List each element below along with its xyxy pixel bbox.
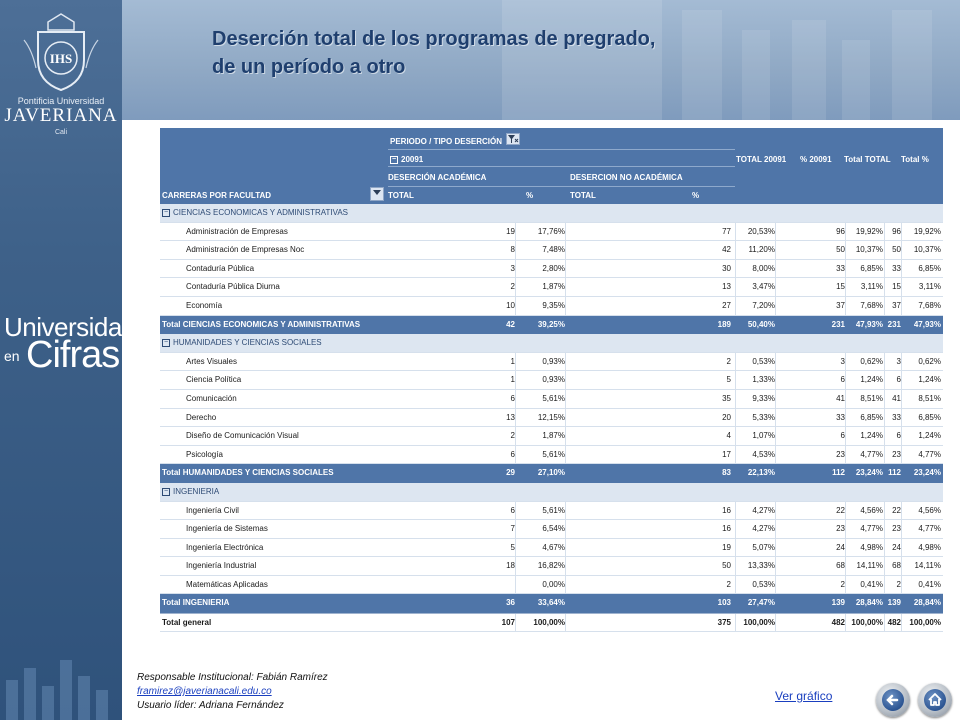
period-type-label: PERIODO / TIPO DESERCIÓN xyxy=(390,137,503,146)
page-title-line-2: de un período a otro xyxy=(212,56,406,78)
cell-value: 14,11% xyxy=(914,561,941,571)
cell-value: 375 xyxy=(717,618,731,628)
cell-value: 1,33% xyxy=(752,375,775,385)
cell-value: 47,93% xyxy=(855,319,883,329)
table-row xyxy=(160,297,943,316)
chevron-down-icon xyxy=(372,188,382,196)
cell-value: 23 xyxy=(892,524,901,534)
grand-total-row xyxy=(160,613,943,632)
cell-value: 17 xyxy=(722,449,731,459)
cell-value: 6 xyxy=(510,393,515,403)
view-chart-link[interactable]: Ver gráfico xyxy=(775,689,833,703)
cell-value: 10,37% xyxy=(855,245,883,255)
cell-value: 0,93% xyxy=(542,356,565,366)
cell-value: 9,33% xyxy=(752,393,775,403)
cell-value: 112 xyxy=(888,468,901,478)
cell-value: 50 xyxy=(892,245,901,255)
cell-value: 3,11% xyxy=(918,282,941,292)
subtotal-row xyxy=(160,316,943,335)
non-academic-dropout-label: DESERCION NO ACADÉMICA xyxy=(570,173,683,182)
row-label: Total general xyxy=(162,618,212,628)
cell-value: 41 xyxy=(836,393,845,403)
total-pct-header: Total % xyxy=(901,155,929,164)
cell-value: 23 xyxy=(836,524,845,534)
back-button[interactable] xyxy=(876,683,910,717)
table-header xyxy=(160,128,943,204)
group-header xyxy=(162,487,219,496)
cell-value: 7,68% xyxy=(860,300,883,310)
non-academic-total-header: TOTAL xyxy=(570,191,596,200)
cell-value: 23 xyxy=(836,449,845,459)
cell-value: 6 xyxy=(896,375,901,385)
cell-value: 5,33% xyxy=(752,412,775,422)
cell-value: 107 xyxy=(501,618,515,628)
collapse-icon[interactable]: − xyxy=(391,155,397,163)
cell-value: 8,00% xyxy=(752,263,775,273)
cell-value: 231 xyxy=(887,319,901,329)
university-top-label: Pontificia Universidad xyxy=(17,96,105,106)
cell-value: 2 xyxy=(726,579,731,589)
university-city: Cali xyxy=(54,129,68,136)
cell-value: 27 xyxy=(722,300,731,310)
cell-value: 16 xyxy=(722,524,731,534)
cell-value: 4,27% xyxy=(752,524,775,534)
row-label: Ingeniería Industrial xyxy=(186,561,257,571)
non-academic-pct-header: % xyxy=(692,191,700,200)
academic-dropout-label: DESERCIÓN ACADÉMICA xyxy=(388,173,487,182)
footer-credits xyxy=(137,671,328,713)
total-20091-header: TOTAL 20091 xyxy=(736,155,787,164)
university-crest-icon xyxy=(18,10,104,94)
cell-value: 5,07% xyxy=(752,542,775,552)
responsible-label: Responsable Institucional: Fabián Ramírez xyxy=(137,672,328,683)
group-label: INGENIERIA xyxy=(173,486,220,496)
group-label: HUMANIDADES Y CIENCIAS SOCIALES xyxy=(173,338,322,348)
group-row[interactable] xyxy=(160,334,943,353)
cell-value: 39,25% xyxy=(537,319,565,329)
cell-value: 0,00% xyxy=(542,579,565,589)
cell-value: 19 xyxy=(722,542,731,552)
academic-pct-header: % xyxy=(526,191,534,200)
group-header xyxy=(162,208,348,217)
subtotal-row xyxy=(160,594,943,613)
cell-value: 37 xyxy=(836,300,845,310)
cell-value: 50,40% xyxy=(747,319,775,329)
back-arrow-icon xyxy=(882,689,904,711)
cell-value: 482 xyxy=(831,618,845,628)
cell-value: 33 xyxy=(836,263,845,273)
academic-total-header: TOTAL xyxy=(388,191,414,200)
row-label: Ingeniería de Sistemas xyxy=(186,524,268,534)
cell-value: 24 xyxy=(836,542,845,552)
cell-value: 1,24% xyxy=(860,431,883,441)
cell-value: 3 xyxy=(840,356,845,366)
cell-value: 6,85% xyxy=(918,412,941,422)
cell-value: 24 xyxy=(892,542,901,552)
cell-value: 6,85% xyxy=(860,412,883,422)
cell-value: 5,61% xyxy=(542,505,565,515)
cell-value: 10 xyxy=(506,300,515,310)
cell-value: 41 xyxy=(892,393,901,403)
cell-value: 6,85% xyxy=(860,263,883,273)
cell-value: 77 xyxy=(722,226,731,236)
cell-value: 2 xyxy=(896,579,901,589)
cell-value: 4,56% xyxy=(860,505,883,515)
table-row xyxy=(160,520,943,539)
cell-value: 33 xyxy=(892,412,901,422)
table-row xyxy=(160,409,943,428)
cell-value: 20,53% xyxy=(747,226,775,236)
cell-value: 0,53% xyxy=(752,579,775,589)
cell-value: 13 xyxy=(506,412,515,422)
cell-value: 103 xyxy=(717,598,731,608)
cell-value: 12,15% xyxy=(537,412,565,422)
cell-value: 231 xyxy=(831,319,845,329)
cell-value: 3 xyxy=(896,356,901,366)
cell-value: 2 xyxy=(510,431,515,441)
cell-value: 0,41% xyxy=(918,579,941,589)
row-label: Psicología xyxy=(186,449,223,459)
cell-value: 18 xyxy=(506,561,515,571)
cell-value: 6 xyxy=(840,375,845,385)
section-title-en: en xyxy=(4,348,20,364)
period-value-label: − 20091 xyxy=(391,155,424,164)
table-row xyxy=(160,353,943,372)
row-label: Total CIENCIAS ECONOMICAS Y ADMINISTRATIVAS xyxy=(162,319,361,329)
cell-value: 7,48% xyxy=(542,245,565,255)
cell-value: 0,53% xyxy=(752,356,775,366)
table-row xyxy=(160,446,943,465)
group-label: CIENCIAS ECONOMICAS Y ADMINISTRATIVAS xyxy=(173,208,348,217)
cell-value: 15 xyxy=(892,282,901,292)
page-title-line-1: Deserción total de los programas de pregrado, xyxy=(212,28,656,50)
cell-value: 6,85% xyxy=(918,263,941,273)
cell-value: 1,87% xyxy=(542,431,565,441)
cell-value: 13,33% xyxy=(747,561,775,571)
cell-value: 30 xyxy=(722,263,731,273)
cell-value: 4,27% xyxy=(752,505,775,515)
cell-value: 42 xyxy=(722,245,731,255)
total-total-header: Total TOTAL xyxy=(844,155,891,164)
cell-value: 5,61% xyxy=(542,393,565,403)
table-row xyxy=(160,223,943,242)
cell-value: 4,67% xyxy=(542,542,565,552)
cell-value: 37 xyxy=(892,300,901,310)
cell-value: 96 xyxy=(836,226,845,236)
cell-value: 17,76% xyxy=(537,226,565,236)
cell-value: 13 xyxy=(722,282,731,292)
email-link[interactable]: framirez@javerianacali.edu.co xyxy=(137,686,272,697)
pivot-table xyxy=(160,128,943,634)
row-label: Total INGENIERIA xyxy=(162,598,230,608)
cell-value: 6,54% xyxy=(542,524,565,534)
row-label: Economía xyxy=(186,300,223,310)
svg-text:IHS: IHS xyxy=(49,51,73,66)
cell-value: 22 xyxy=(892,505,901,515)
cell-value: 4,56% xyxy=(918,505,941,515)
cell-value: 189 xyxy=(717,319,731,329)
home-icon xyxy=(924,689,946,711)
row-label: Administración de Empresas xyxy=(186,226,288,236)
cell-value: 8,51% xyxy=(860,393,883,403)
cell-value: 50 xyxy=(836,245,845,255)
cell-value: 0,41% xyxy=(860,579,883,589)
faculty-column-header: CARRERAS POR FACULTAD xyxy=(162,191,272,200)
cell-value: 27,47% xyxy=(747,598,775,608)
cell-value: 1,07% xyxy=(752,431,775,441)
cell-value: 33,64% xyxy=(537,598,565,608)
row-label: Artes Visuales xyxy=(186,356,237,366)
cell-value: 139 xyxy=(831,598,845,608)
cell-value: 4,77% xyxy=(918,449,941,459)
row-label: Derecho xyxy=(186,412,217,422)
cell-value: 68 xyxy=(836,561,845,571)
cell-value: 482 xyxy=(887,618,901,628)
home-button[interactable] xyxy=(918,683,952,717)
group-header xyxy=(162,338,322,347)
cell-value: 42 xyxy=(506,319,515,329)
table-row xyxy=(160,576,943,595)
table-row xyxy=(160,390,943,409)
table-row xyxy=(160,278,943,297)
cell-value: 11,20% xyxy=(748,245,775,255)
cell-value: 8,51% xyxy=(918,393,941,403)
cell-value: 6 xyxy=(510,449,515,459)
cell-value: 19,92% xyxy=(913,226,941,236)
cell-value: 1,24% xyxy=(918,431,941,441)
cell-value: 2,80% xyxy=(542,263,565,273)
table-body xyxy=(160,204,943,632)
cell-value: 29 xyxy=(506,468,515,478)
cell-value: 14,11% xyxy=(856,561,883,571)
cell-value: 4,77% xyxy=(860,449,883,459)
group-row[interactable] xyxy=(160,204,943,223)
filter-icon xyxy=(507,134,519,144)
row-label: Administración de Empresas Noc xyxy=(186,245,305,255)
cell-value: 100,00% xyxy=(533,618,565,628)
cell-value: 96 xyxy=(892,226,901,236)
cell-value: 139 xyxy=(887,598,901,608)
cell-value: 6 xyxy=(896,431,901,441)
cell-value: 0,93% xyxy=(542,375,565,385)
cell-value: 50 xyxy=(722,561,731,571)
subtotal-row xyxy=(160,464,943,483)
cell-value: 4,77% xyxy=(918,524,941,534)
cell-value: 2 xyxy=(510,282,515,292)
collapse-icon[interactable]: − xyxy=(163,487,169,495)
pct-20091-header: % 20091 xyxy=(800,155,832,164)
cell-value: 0,62% xyxy=(860,356,883,366)
cell-value: 8 xyxy=(510,245,515,255)
cell-value: 22 xyxy=(836,505,845,515)
table-row xyxy=(160,539,943,558)
decorative-bars-icon xyxy=(0,640,122,720)
cell-value: 1 xyxy=(510,375,515,385)
cell-value: 9,35% xyxy=(542,300,565,310)
cell-value: 0,62% xyxy=(918,356,941,366)
faculty-dropdown-button[interactable] xyxy=(370,187,384,201)
section-title-cifras: Cifras xyxy=(26,334,120,376)
cell-value: 83 xyxy=(722,468,731,478)
leader-label: Usuario líder: Adriana Fernández xyxy=(137,700,284,711)
cell-value: 23,24% xyxy=(913,468,941,478)
cell-value: 28,84% xyxy=(855,598,883,608)
row-label: Ciencia Política xyxy=(186,375,242,385)
row-label: Contaduría Pública Diurna xyxy=(186,282,280,292)
cell-value: 3 xyxy=(510,263,515,273)
cell-value: 112 xyxy=(832,468,845,478)
cell-value: 36 xyxy=(506,598,515,608)
cell-value: 6 xyxy=(840,431,845,441)
cell-value: 19,92% xyxy=(855,226,883,236)
cell-value: 2 xyxy=(726,356,731,366)
table-row xyxy=(160,260,943,279)
cell-value: 3,11% xyxy=(860,282,883,292)
cell-value: 1,87% xyxy=(542,282,565,292)
row-label: Contaduría Pública xyxy=(186,263,255,273)
filter-button[interactable] xyxy=(506,133,520,145)
cell-value: 1 xyxy=(510,356,515,366)
cell-value: 4,77% xyxy=(860,524,883,534)
cell-value: 10,37% xyxy=(913,245,941,255)
cell-value: 4,98% xyxy=(860,542,883,552)
table-row xyxy=(160,557,943,576)
cell-value: 3,47% xyxy=(752,282,775,292)
cell-value: 19 xyxy=(506,226,515,236)
row-label: Ingeniería Civil xyxy=(186,505,239,515)
cell-value: 68 xyxy=(892,561,901,571)
table-row xyxy=(160,502,943,521)
collapse-icon[interactable]: − xyxy=(163,208,169,216)
cell-value: 22,13% xyxy=(747,468,775,478)
cell-value: 2 xyxy=(840,579,845,589)
cell-value: 100,00% xyxy=(909,618,941,628)
cell-value: 35 xyxy=(722,393,731,403)
cell-value: 16,82% xyxy=(537,561,565,571)
row-label: Total HUMANIDADES Y CIENCIAS SOCIALES xyxy=(162,468,334,478)
cell-value: 47,93% xyxy=(913,319,941,329)
section-title-universidad: Universidad xyxy=(4,312,136,342)
cell-value: 16 xyxy=(722,505,731,515)
cell-value: 27,10% xyxy=(537,468,565,478)
cell-value: 7 xyxy=(510,524,515,534)
row-label: Ingeniería Electrónica xyxy=(186,542,264,552)
cell-value: 4 xyxy=(726,431,731,441)
cell-value: 4,53% xyxy=(752,449,775,459)
row-label: Comunicación xyxy=(186,393,237,403)
cell-value: 33 xyxy=(892,263,901,273)
row-label: Diseño de Comunicación Visual xyxy=(186,431,299,441)
cell-value: 5,61% xyxy=(542,449,565,459)
table-row xyxy=(160,427,943,446)
cell-value: 20 xyxy=(722,412,731,422)
cell-value: 1,24% xyxy=(918,375,941,385)
cell-value: 100,00% xyxy=(851,618,883,628)
cell-value: 15 xyxy=(836,282,845,292)
cell-value: 5 xyxy=(510,542,515,552)
table-row xyxy=(160,241,943,260)
cell-value: 33 xyxy=(836,412,845,422)
cell-value: 7,68% xyxy=(918,300,941,310)
cell-value: 23,24% xyxy=(855,468,883,478)
university-name: JAVERIANA xyxy=(4,105,118,126)
cell-value: 28,84% xyxy=(913,598,941,608)
cell-value: 23 xyxy=(892,449,901,459)
row-label: Matemáticas Aplicadas xyxy=(186,579,268,589)
collapse-icon[interactable]: − xyxy=(163,339,169,347)
table-row xyxy=(160,371,943,390)
cell-value: 4,98% xyxy=(918,542,941,552)
cell-value: 5 xyxy=(726,375,731,385)
cell-value: 6 xyxy=(510,505,515,515)
cell-value: 1,24% xyxy=(860,375,883,385)
cell-value: 7,20% xyxy=(752,300,775,310)
sidebar xyxy=(0,0,136,720)
group-row[interactable] xyxy=(160,483,943,502)
cell-value: 100,00% xyxy=(743,618,775,628)
